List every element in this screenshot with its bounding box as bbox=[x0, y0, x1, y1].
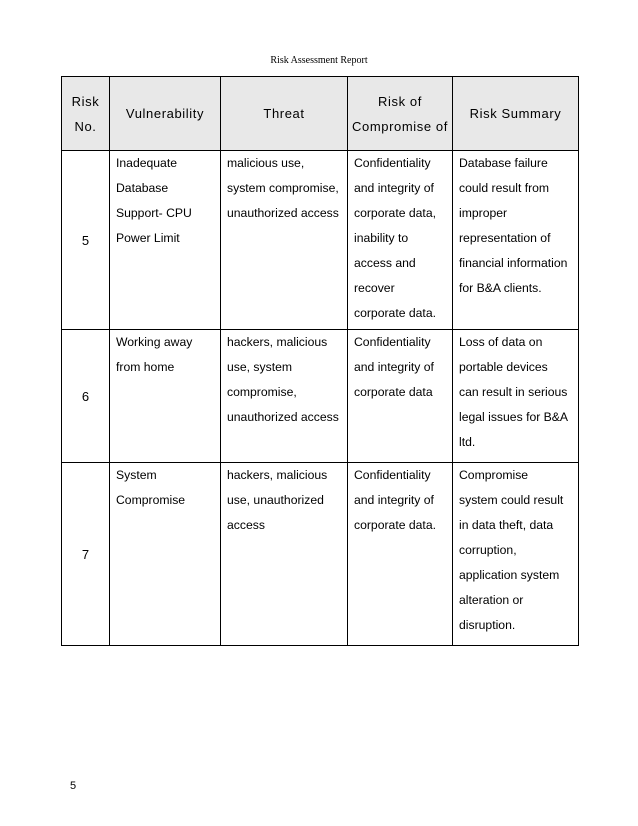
cell-line: unauthorized access bbox=[227, 410, 339, 424]
cell-line: and integrity of bbox=[354, 360, 434, 374]
risk-summary-cell bbox=[453, 463, 579, 646]
cell-line: Working away bbox=[116, 335, 193, 349]
risk-number-cell: 6 bbox=[62, 330, 110, 463]
cell-line: use, system bbox=[227, 360, 293, 374]
cell-line: inability to bbox=[354, 231, 409, 245]
cell-line: Confidentiality bbox=[354, 335, 431, 349]
header-line: Compromise bbox=[352, 118, 432, 134]
cell-line: access and bbox=[354, 256, 416, 270]
cell-line: System bbox=[116, 468, 157, 482]
table-header-row bbox=[62, 77, 579, 151]
cell-line: Inadequate bbox=[116, 156, 177, 170]
risk-of-compromise-cell bbox=[348, 463, 453, 646]
cell-line: legal issues for B&A bbox=[459, 410, 569, 424]
risk-of-compromise-cell bbox=[348, 151, 453, 330]
cell-line: Database bbox=[116, 181, 169, 195]
cell-line: corruption, bbox=[459, 543, 517, 557]
cell-line: portable devices bbox=[459, 360, 548, 374]
cell-line: recover bbox=[354, 281, 395, 295]
header-risk-summary bbox=[453, 77, 579, 151]
table-row bbox=[62, 151, 579, 330]
cell-line: compromise, bbox=[227, 385, 297, 399]
cell-line: corporate data, bbox=[354, 206, 436, 220]
header-line: of bbox=[435, 118, 448, 134]
cell-line: hackers, malicious bbox=[227, 335, 328, 349]
cell-line: Loss of data on bbox=[459, 335, 543, 349]
cell-line: and integrity of bbox=[354, 493, 434, 507]
cell-line: from home bbox=[116, 360, 175, 374]
table-row bbox=[62, 463, 579, 646]
cell-line: Power Limit bbox=[116, 231, 180, 245]
cell-line: improper bbox=[459, 206, 508, 220]
running-header: Risk Assessment Report bbox=[270, 55, 368, 66]
header-threat bbox=[221, 77, 348, 151]
vulnerability-cell bbox=[110, 151, 221, 330]
cell-line: system compromise, bbox=[227, 181, 339, 195]
cell-line: can result in serious bbox=[459, 385, 568, 399]
cell-line: application system bbox=[459, 568, 560, 582]
cell-line: in data theft, data bbox=[459, 518, 554, 532]
cell-line: ltd. bbox=[459, 435, 476, 449]
vulnerability-cell bbox=[110, 463, 221, 646]
cell-line: alteration or bbox=[459, 593, 524, 607]
threat-cell bbox=[221, 330, 348, 463]
cell-line: financial information bbox=[459, 256, 568, 270]
cell-line: Database failure bbox=[459, 156, 548, 170]
header-line: Risk bbox=[71, 93, 100, 109]
cell-line: Confidentiality bbox=[354, 468, 431, 482]
cell-line: and integrity of bbox=[354, 181, 434, 195]
threat-cell bbox=[221, 463, 348, 646]
risk-assessment-table bbox=[61, 76, 579, 646]
page-number: 5 bbox=[70, 780, 77, 792]
threat-cell bbox=[221, 151, 348, 330]
cell-line: system could result bbox=[459, 493, 564, 507]
table-row bbox=[62, 330, 579, 463]
cell-line: unauthorized access bbox=[227, 206, 339, 220]
cell-line: use, unauthorized bbox=[227, 493, 324, 507]
risk-summary-cell bbox=[453, 151, 579, 330]
cell-line: hackers, malicious bbox=[227, 468, 328, 482]
risk-number-cell: 7 bbox=[62, 463, 110, 646]
cell-line: corporate data bbox=[354, 385, 433, 399]
header-line: Risk Summary bbox=[469, 106, 562, 121]
cell-line: representation of bbox=[459, 231, 551, 245]
cell-line: disruption. bbox=[459, 618, 516, 632]
header-line: Risk of bbox=[378, 93, 422, 109]
cell-line: Confidentiality bbox=[354, 156, 431, 170]
header-vulnerability bbox=[110, 77, 221, 151]
header-risk-of-compromise bbox=[348, 77, 453, 151]
risk-number-cell: 5 bbox=[62, 151, 110, 330]
cell-line: Compromise bbox=[116, 493, 186, 507]
header-line: Vulnerability bbox=[125, 106, 205, 121]
header-line: Threat bbox=[263, 106, 305, 121]
cell-line: could result from bbox=[459, 181, 550, 195]
cell-line: access bbox=[227, 518, 265, 532]
cell-line: corporate data. bbox=[354, 518, 436, 532]
risk-summary-cell bbox=[453, 330, 579, 463]
cell-line: Support- CPU bbox=[116, 206, 192, 220]
cell-line: for B&A clients. bbox=[459, 281, 542, 295]
header-line: No. bbox=[74, 118, 97, 134]
header-risk-no bbox=[62, 77, 110, 151]
cell-line: corporate data. bbox=[354, 306, 436, 320]
risk-of-compromise-cell bbox=[348, 330, 453, 463]
cell-line: malicious use, bbox=[227, 156, 305, 170]
vulnerability-cell bbox=[110, 330, 221, 463]
cell-line: Compromise bbox=[459, 468, 529, 482]
